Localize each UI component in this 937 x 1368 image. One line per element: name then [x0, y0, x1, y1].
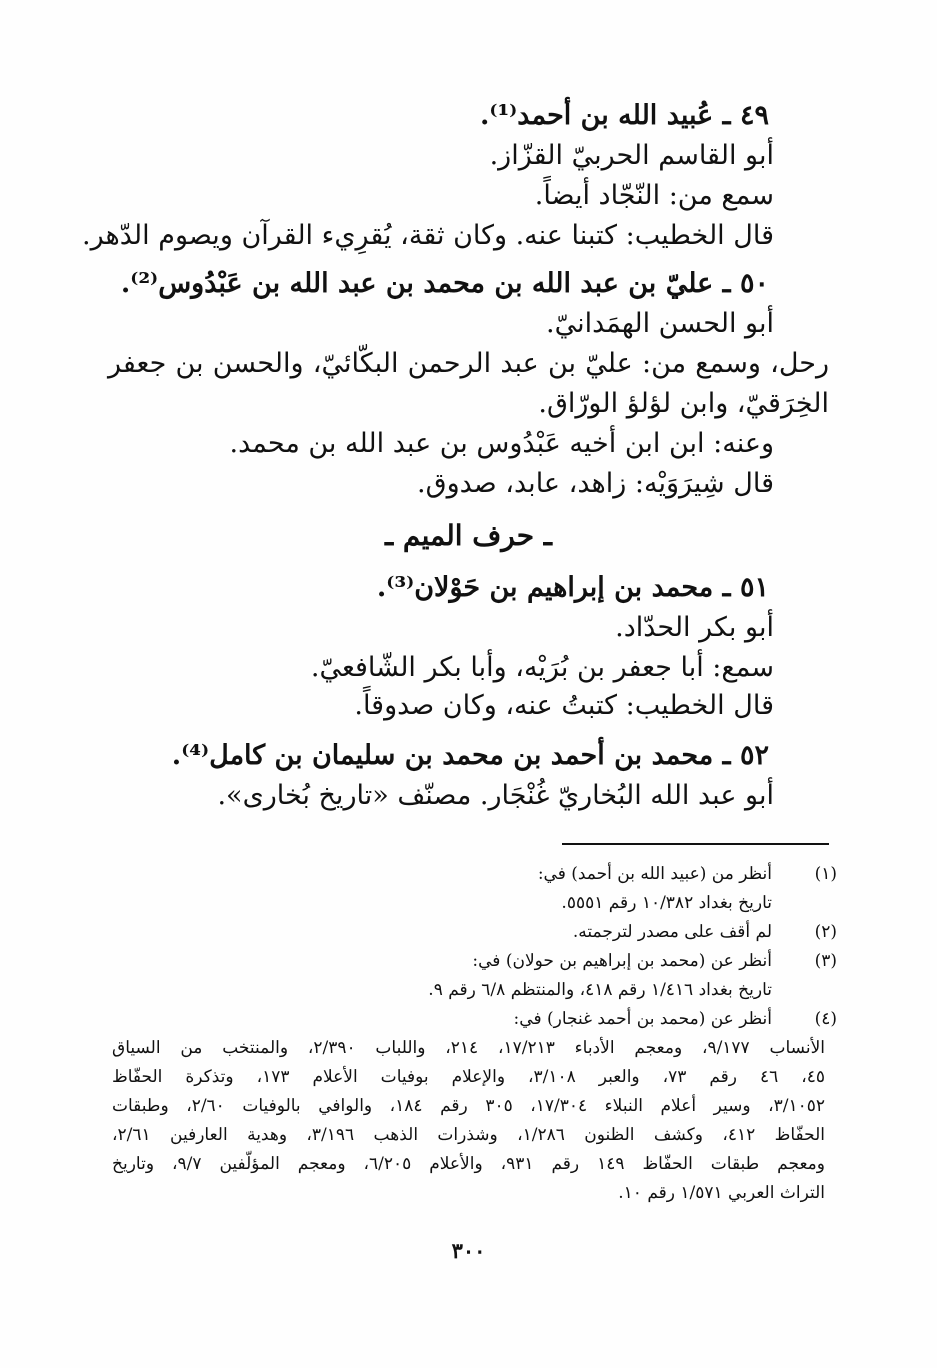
entry-50-students: وعنه: ابن ابن أخيه عَبْدُوس بن عبد الله بن محمد.: [229, 428, 774, 459]
footnote-3-line: أنظر عن (محمد بن إبراهيم بن حولان) في:: [472, 951, 772, 971]
footnote-separator: [562, 843, 829, 845]
entry-49-teachers: سمع من: النّجّاد أيضاً.: [534, 180, 774, 211]
entry-51-kunya: أبو بكر الحدّاد.: [615, 612, 774, 643]
footnote-3-line: تاريخ بغداد ١/٤١٦ رقم ٤١٨، والمنتظم ٦/٨ رقم ٩.: [428, 980, 772, 1000]
entry-49-assessment: قال الخطيب: كتبنا عنه. وكان ثقة، يُقرِيء القرآن ويصوم الدّهر.: [82, 220, 774, 251]
footnote-2-number: (٢): [814, 922, 837, 942]
entry-51-assessment: قال الخطيب: كتبتُ عنه، وكان صدوقاً.: [354, 690, 774, 721]
entry-50-kunya: أبو الحسن الهمَدانيّ.: [546, 308, 774, 339]
footnote-4-line: أنظر عن (محمد بن أحمد غنجار) في:: [513, 1009, 772, 1029]
entry-50-teachers: رحل، وسمع من: عليّ بن عبد الرحمن البكّائيّ، والحسن بن جعفر: [108, 348, 829, 379]
footnote-4-line: الحفّاظ ٤١٢، وكشف الظنون ١/٢٨٦، وشذرات الذهب ٣/١٩٦، وهدية العارفين ٢/٦١،: [112, 1125, 825, 1145]
footnote-1-line: تاريخ بغداد ١٠/٣٨٢ رقم ٥٥٥١.: [561, 893, 772, 913]
footnote-3-number: (٣): [814, 951, 837, 971]
entry-51-teachers: سمع: أبا جعفر بن بُرَيْه، وأبا بكر الشّافعيّ.: [310, 652, 774, 683]
entry-50-title: ٥٠ ـ عليّ بن عبد الله بن محمد بن عبد الله بن عَبْدُوس⁽²⁾.: [120, 268, 769, 299]
footnote-2-line: لم أقف على مصدر لترجمته.: [572, 922, 772, 942]
footnote-4-line: الأنساب ٩/١٧٧، ومعجم الأدباء ١٧/٢١٣، ٢١٤، واللباب ٢/٣٩٠، والمنتخب من السياق: [112, 1038, 825, 1058]
page-number: ٣٠٠: [451, 1238, 486, 1263]
footnote-4-number: (٤): [814, 1009, 837, 1029]
footnote-1-number: (١): [814, 864, 837, 884]
entry-51-title: ٥١ ـ محمد بن إبراهيم بن حَوْلان⁽³⁾.: [376, 572, 769, 603]
entry-52-title: ٥٢ ـ محمد بن أحمد بن محمد بن سليمان بن كامل⁽⁴⁾.: [171, 740, 769, 771]
entry-52-kunya: أبو عبد الله البُخاريّ غُنْجَار. مصنّف «تاريخ بُخارى».: [217, 780, 774, 811]
footnote-4-line: ومعجم طبقات الحفّاظ ١٤٩ رقم ٩٣١، والأعلام ٦/٢٠٥، ومعجم المؤلّفين ٩/٧، وتاريخ: [112, 1154, 825, 1174]
entry-50-teachers-cont: الخِرَقيّ، وابن لؤلؤ الورّاق.: [538, 388, 829, 419]
footnote-4-line: ٤٥، ٤٦ رقم ٧٣، والعبر ٣/١٠٨، والإعلام بوفيات الأعلام ١٧٣، وتذكرة الحفّاظ: [112, 1067, 825, 1087]
footnote-4-line: التراث العربي ١/٥٧١ رقم ١٠.: [618, 1183, 825, 1203]
entry-49-title: ٤٩ ـ عُبيد الله بن أحمد⁽¹⁾.: [479, 100, 769, 131]
footnote-1-line: أنظر من (عبيد الله بن أحمد) في:: [537, 864, 772, 884]
section-heading: ـ حرف الميم ـ: [384, 519, 552, 552]
entry-50-assessment: قال شِيرَوَيْه: زاهد، عابد، صدوق.: [417, 468, 774, 499]
footnote-4-line: ٣/١٠٥٢، وسير أعلام النبلاء ١٧/٣٠٤، ٣٠٥ رقم ١٨٤، والوافي بالوفيات ٢/٦٠، وطبقات: [112, 1096, 825, 1116]
entry-49-kunya: أبو القاسم الحربيّ القزّاز.: [489, 140, 774, 171]
